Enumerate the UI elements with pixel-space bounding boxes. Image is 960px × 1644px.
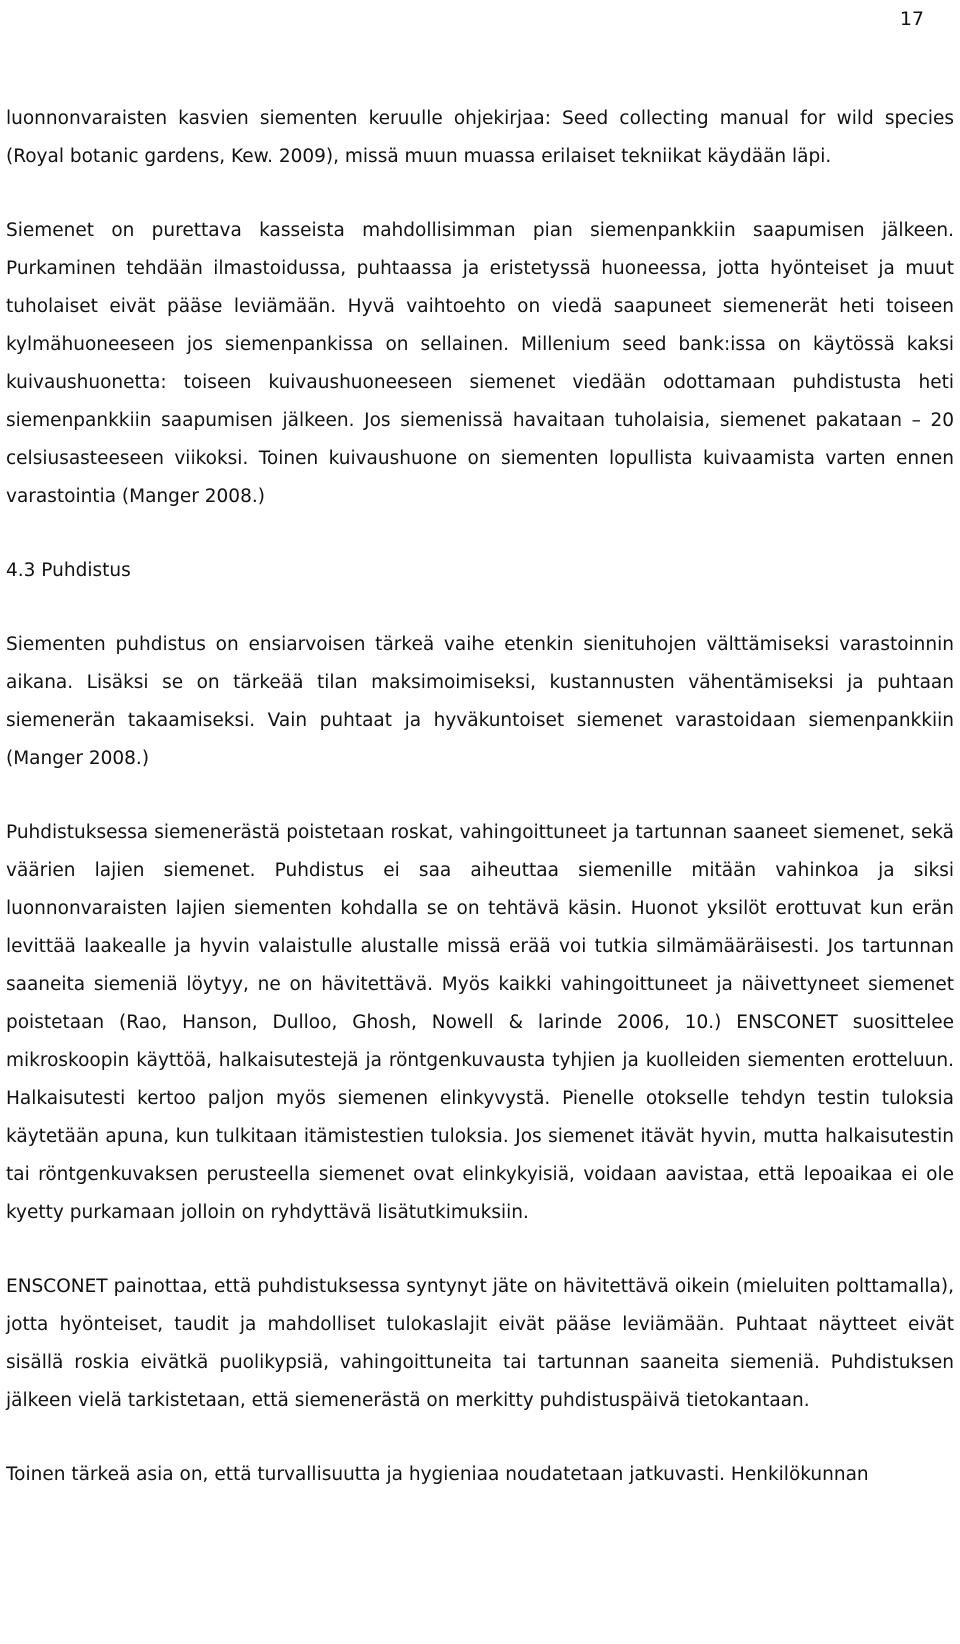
section-heading: 4.3 Puhdistus [6, 560, 131, 581]
paragraph-intro-continuation: luonnonvaraisten kasvien siementen keruulle ohjekirjaa: Seed collecting manual for wild species (Royal botanic gardens, Kew. 2009), missä muun muassa erilaiset tekniikat käydään läpi. [6, 108, 954, 167]
paragraph-cleaning-importance: Siementen puhdistus on ensiarvoisen tärkeä vaihe etenkin sienituhojen välttämiseksi varastoinnin aikana. Lisäksi se on tärkeää tilan maksimoimiseksi, kustannusten vähentämiseksi ja puhtaan siemenerän takaamiseksi. Vain puhtaat ja hyväkuntoiset siemenet varastoidaan siemenpankkiin (Manger 2008.) [6, 634, 954, 769]
document-body [6, 100, 954, 1494]
paragraph-waste-disposal: ENSCONET painottaa, että puhdistuksessa syntynyt jäte on hävitettävä oikein (mieluiten polttamalla), jotta hyönteiset, taudit ja mahdolliset tulokaslajit eivät pääse leviämään. Puhtaat näytteet eivät sisällä roskia eivätkä puolikypsiä, vahingoittuneita tai tartunnan saaneita siemeniä. Puhdistuksen jälkeen vielä tarkistetaan, että siemenerästä on merkitty puhdistuspäivä tietokantaan. [6, 1276, 954, 1411]
paragraph-unpacking: Siemenet on purettava kasseista mahdollisimman pian siemenpankkiin saapumisen jälkeen. Purkaminen tehdään ilmastoidussa, puhtaassa ja eristetyssä huoneessa, jotta hyönteiset ja muut tuholaiset eivät pääse leviämään. Hyvä vaihtoehto on viedä saapuneet siemenerät heti toiseen kylmähuoneeseen jos siemenpankissa on sellainen. Millenium seed bank:issa on käytössä kaksi kuivaushuonetta: toiseen kuivaushuoneeseen siemenet viedään odottamaan puhdistusta heti siemenpankkiin saapumisen jälkeen. Jos siemenissä havaitaan tuholaisia, siemenet pakataan – 20 celsiusasteeseen viikoksi. Toinen kuivaushuone on siementen lopullista kuivaamista varten ennen varastointia (Manger 2008.) [6, 220, 954, 507]
paragraph-cleaning-process: Puhdistuksessa siemenerästä poistetaan roskat, vahingoittuneet ja tartunnan saaneet siemenet, sekä väärien lajien siemenet. Puhdistus ei saa aiheuttaa siemenille mitään vahinkoa ja siksi luonnonvaraisten lajien siementen kohdalla se on tehtävä käsin. Huonot yksilöt erottuvat kun erän levittää laakealle ja hyvin valaistulle alustalle missä erää voi tutkia silmämääräisesti. Jos tartunnan saaneita siemeniä löytyy, ne on hävitettävä. Myös kaikki vahingoittuneet ja näivettyneet siemenet poistetaan (Rao, Hanson, Dulloo, Ghosh, Nowell & larinde 2006, 10.) ENSCONET suosittelee mikroskoopin käyttöä, halkaisutestejä ja röntgenkuvausta tyhjien ja kuolleiden siementen erotteluun. Halkaisutesti kertoo paljon myös siemenen elinkyvystä. Pienelle otokselle tehdyn testin tuloksia käytetään apuna, kun tulkitaan itämistestien tuloksia. Jos siemenet itävät hyvin, mutta halkaisutestin tai röntgenkuvaksen perusteella siemenet ovat elinkykyisiä, voidaan aavistaa, että lepoaikaa ei ole kyetty purkamaan jolloin on ryhdyttävä lisätutkimuksiin. [6, 822, 954, 1223]
page-number: 17 [899, 8, 924, 30]
paragraph-safety-hygiene: Toinen tärkeä asia on, että turvallisuutta ja hygieniaa noudatetaan jatkuvasti. Henkilökunnan [6, 1464, 869, 1485]
